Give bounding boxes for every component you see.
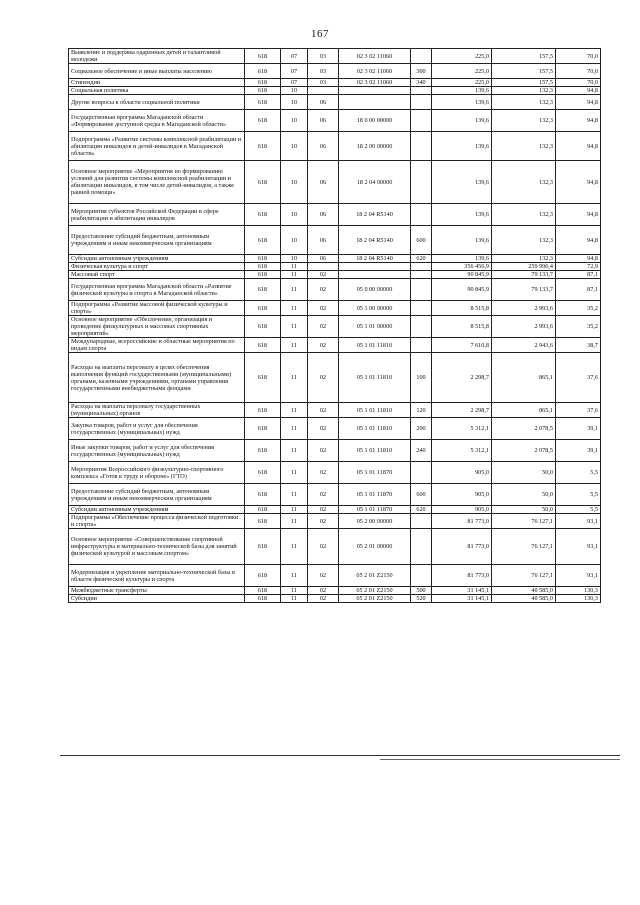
row-subsection-cell: 06 [308,95,339,110]
row-plan-cell: 225,0 [432,64,492,79]
table-row [69,255,601,263]
row-plan-cell: 139,6 [432,161,492,204]
row-plan-cell: 356 456,9 [432,263,492,271]
table-row [69,161,601,204]
row-name-cell: Подпрограмма «Развитие массовой физической культуры и спорта» [69,301,245,316]
row-subsection-cell: 06 [308,226,339,255]
row-subsection-cell: 02 [308,506,339,514]
table-row [69,418,601,440]
row-target-article-cell: 05 1 01 11870 [339,484,411,506]
table-row [69,565,601,587]
row-subsection-cell [308,263,339,271]
row-section-cell: 10 [281,132,308,161]
row-ved-cell: 618 [245,440,281,462]
row-actual-cell: 76 127,1 [492,529,556,565]
row-expense-type-cell [411,263,432,271]
row-target-article-cell: 18 2 04 R5140 [339,226,411,255]
row-expense-type-cell [411,338,432,353]
row-expense-type-cell: 340 [411,79,432,87]
row-subsection-cell: 02 [308,353,339,403]
row-subsection-cell: 02 [308,595,339,603]
row-actual-cell: 865,1 [492,353,556,403]
row-ved-cell: 618 [245,462,281,484]
row-percent-cell: 130,3 [556,595,601,603]
row-plan-cell: 2 298,7 [432,353,492,403]
row-name-cell: Субсидии автономным учреждениям [69,255,245,263]
row-actual-cell: 79 133,7 [492,279,556,301]
row-subsection-cell: 02 [308,301,339,316]
row-ved-cell: 618 [245,79,281,87]
row-ved-cell: 618 [245,403,281,418]
row-target-article-cell: 18 0 00 00000 [339,110,411,132]
row-expense-type-cell [411,49,432,64]
table-row [69,49,601,64]
row-subsection-cell: 03 [308,49,339,64]
row-percent-cell: 35,2 [556,316,601,338]
row-target-article-cell: 02 3 02 11060 [339,49,411,64]
row-percent-cell: 72,9 [556,263,601,271]
row-target-article-cell: 05 1 01 11870 [339,506,411,514]
row-percent-cell: 70,0 [556,49,601,64]
row-ved-cell: 618 [245,338,281,353]
row-subsection-cell: 06 [308,255,339,263]
row-subsection-cell: 02 [308,418,339,440]
row-section-cell: 11 [281,301,308,316]
row-name-cell: Государственная программа Магаданской области «Формирование доступной среды в Магаданской области» [69,110,245,132]
row-percent-cell: 94,8 [556,204,601,226]
row-plan-cell: 81 773,0 [432,565,492,587]
table-row [69,587,601,595]
row-plan-cell: 225,0 [432,79,492,87]
row-ved-cell: 618 [245,87,281,95]
row-section-cell: 10 [281,110,308,132]
row-expense-type-cell: 600 [411,226,432,255]
row-name-cell: Закупка товаров, работ и услуг для обеспечения государственных (муниципальных) нужд [69,418,245,440]
row-ved-cell: 618 [245,595,281,603]
row-ved-cell: 618 [245,226,281,255]
table-row [69,462,601,484]
row-name-cell: Иные закупки товаров, работ и услуг для обеспечения государственных (муниципальных) нужд [69,440,245,462]
row-actual-cell: 132,3 [492,110,556,132]
row-section-cell: 11 [281,418,308,440]
table-row [69,95,601,110]
row-target-article-cell [339,95,411,110]
row-plan-cell: 905,0 [432,506,492,514]
row-actual-cell: 76 127,1 [492,514,556,529]
row-ved-cell: 618 [245,255,281,263]
row-section-cell: 11 [281,279,308,301]
row-actual-cell: 132,3 [492,255,556,263]
row-plan-cell: 31 145,1 [432,587,492,595]
row-subsection-cell: 02 [308,403,339,418]
row-name-cell: Выявление и поддержка одаренных детей и талантливой молодежи [69,49,245,64]
row-subsection-cell: 03 [308,64,339,79]
row-ved-cell: 618 [245,301,281,316]
row-expense-type-cell: 600 [411,484,432,506]
row-target-article-cell: 18 2 04 R5140 [339,204,411,226]
row-target-article-cell [339,271,411,279]
row-actual-cell: 2 993,6 [492,316,556,338]
table-row [69,403,601,418]
row-plan-cell: 5 312,1 [432,418,492,440]
row-plan-cell: 8 515,8 [432,316,492,338]
table-row [69,338,601,353]
row-ved-cell: 618 [245,316,281,338]
row-plan-cell: 81 773,0 [432,529,492,565]
row-subsection-cell: 02 [308,462,339,484]
row-actual-cell: 2 993,6 [492,301,556,316]
row-actual-cell: 865,1 [492,403,556,418]
row-subsection-cell: 02 [308,279,339,301]
row-target-article-cell: 05 2 01 Z2150 [339,587,411,595]
row-expense-type-cell: 620 [411,255,432,263]
row-actual-cell: 50,0 [492,484,556,506]
row-plan-cell: 139,6 [432,110,492,132]
row-actual-cell: 132,3 [492,95,556,110]
row-actual-cell: 132,3 [492,161,556,204]
row-plan-cell: 90 845,9 [432,279,492,301]
row-expense-type-cell [411,132,432,161]
row-target-article-cell: 05 1 01 11810 [339,403,411,418]
row-percent-cell: 94,8 [556,226,601,255]
row-actual-cell: 157,5 [492,49,556,64]
row-target-article-cell: 05 1 01 11810 [339,338,411,353]
row-plan-cell: 139,6 [432,95,492,110]
row-expense-type-cell [411,514,432,529]
row-percent-cell: 93,1 [556,529,601,565]
row-name-cell: Межбюджетные трансферты [69,587,245,595]
row-section-cell: 07 [281,49,308,64]
budget-table-body [69,49,601,603]
row-percent-cell: 5,5 [556,484,601,506]
row-section-cell: 11 [281,263,308,271]
table-row [69,301,601,316]
table-row [69,87,601,95]
row-ved-cell: 618 [245,271,281,279]
row-name-cell: Государственная программа Магаданской области «Развитие физической культуры и спорта в Магаданской области» [69,279,245,301]
row-expense-type-cell: 240 [411,440,432,462]
table-row [69,353,601,403]
row-percent-cell: 35,2 [556,301,601,316]
row-target-article-cell: 05 2 01 Z2150 [339,595,411,603]
row-percent-cell: 5,5 [556,462,601,484]
row-subsection-cell: 02 [308,338,339,353]
table-row [69,279,601,301]
row-section-cell: 11 [281,514,308,529]
row-actual-cell: 76 127,1 [492,565,556,587]
row-percent-cell: 5,5 [556,506,601,514]
row-target-article-cell: 05 2 01 Z2150 [339,565,411,587]
row-name-cell: Предоставление субсидий бюджетным, автономным учреждениям и иным некоммерческим организациям [69,226,245,255]
row-percent-cell: 93,1 [556,565,601,587]
row-plan-cell: 7 610,8 [432,338,492,353]
row-name-cell: Основное мероприятие «Обеспечение, организация и проведение физкультурных и массовых спортивных мероприятий» [69,316,245,338]
budget-table [68,48,601,603]
table-row [69,64,601,79]
row-section-cell: 10 [281,161,308,204]
row-section-cell: 07 [281,79,308,87]
row-expense-type-cell: 120 [411,403,432,418]
row-subsection-cell: 02 [308,529,339,565]
row-plan-cell: 81 773,0 [432,514,492,529]
table-row [69,204,601,226]
row-percent-cell: 93,1 [556,514,601,529]
table-row [69,440,601,462]
row-section-cell: 11 [281,587,308,595]
row-actual-cell: 132,3 [492,132,556,161]
row-ved-cell: 618 [245,587,281,595]
row-percent-cell: 130,3 [556,587,601,595]
row-actual-cell: 50,0 [492,462,556,484]
row-expense-type-cell [411,271,432,279]
row-section-cell: 11 [281,271,308,279]
row-percent-cell: 38,7 [556,338,601,353]
row-percent-cell: 94,8 [556,255,601,263]
row-actual-cell: 157,5 [492,79,556,87]
row-name-cell: Мероприятия Всероссийского физкультурно-спортивного комплекса «Готов к труду и обороне» (ГТО) [69,462,245,484]
row-name-cell: Социальная политика [69,87,245,95]
row-section-cell: 11 [281,506,308,514]
row-subsection-cell: 02 [308,565,339,587]
row-target-article-cell: 05 1 01 11810 [339,418,411,440]
row-subsection-cell: 02 [308,440,339,462]
row-expense-type-cell [411,462,432,484]
row-ved-cell: 618 [245,418,281,440]
table-row [69,79,601,87]
row-actual-cell: 40 585,0 [492,595,556,603]
row-section-cell: 11 [281,529,308,565]
row-target-article-cell: 05 1 00 00000 [339,301,411,316]
row-target-article-cell: 02 3 02 11060 [339,79,411,87]
row-actual-cell: 79 133,7 [492,271,556,279]
row-target-article-cell: 05 1 01 11870 [339,462,411,484]
row-actual-cell: 2 943,6 [492,338,556,353]
row-expense-type-cell: 500 [411,587,432,595]
row-name-cell: Физическая культура и спорт [69,263,245,271]
row-actual-cell: 2 078,5 [492,418,556,440]
row-section-cell: 11 [281,484,308,506]
row-expense-type-cell [411,316,432,338]
row-target-article-cell: 18 2 00 00000 [339,132,411,161]
row-target-article-cell: 18 2 04 00000 [339,161,411,204]
row-plan-cell: 905,0 [432,462,492,484]
row-section-cell: 10 [281,226,308,255]
row-name-cell: Основное мероприятие «Мероприятия по формированию условий для развития системы комплексной реабилитации и абилитации инвалидов, в том числе детей-инвалидов, а также ранней помощи» [69,161,245,204]
row-target-article-cell [339,87,411,95]
row-ved-cell: 618 [245,263,281,271]
row-name-cell: Субсидии автономным учреждениям [69,506,245,514]
table-row [69,263,601,271]
page-bottom-rule [60,755,620,756]
row-name-cell: Массовый спорт [69,271,245,279]
row-section-cell: 07 [281,64,308,79]
row-expense-type-cell [411,204,432,226]
row-section-cell: 10 [281,255,308,263]
row-ved-cell: 618 [245,64,281,79]
row-subsection-cell: 02 [308,484,339,506]
row-actual-cell: 259 996,4 [492,263,556,271]
row-subsection-cell: 02 [308,514,339,529]
table-row [69,514,601,529]
row-plan-cell: 139,6 [432,87,492,95]
row-name-cell: Подпрограмма «Развитие системы комплексной реабилитации и абилитации инвалидов и детей-инвалидов в Магаданской области» [69,132,245,161]
row-ved-cell: 618 [245,514,281,529]
row-section-cell: 11 [281,353,308,403]
row-percent-cell: 94,8 [556,132,601,161]
row-percent-cell: 37,6 [556,353,601,403]
row-ved-cell: 618 [245,565,281,587]
row-ved-cell: 618 [245,529,281,565]
row-section-cell: 11 [281,338,308,353]
row-ved-cell: 618 [245,204,281,226]
row-ved-cell: 618 [245,132,281,161]
row-expense-type-cell [411,529,432,565]
row-expense-type-cell [411,87,432,95]
row-ved-cell: 618 [245,484,281,506]
row-percent-cell: 39,1 [556,440,601,462]
row-percent-cell: 94,8 [556,87,601,95]
row-subsection-cell: 06 [308,161,339,204]
row-expense-type-cell [411,110,432,132]
row-plan-cell: 139,6 [432,132,492,161]
row-ved-cell: 618 [245,49,281,64]
table-row [69,271,601,279]
row-section-cell: 10 [281,204,308,226]
row-actual-cell: 157,5 [492,64,556,79]
page-number: 167 [311,28,329,40]
row-percent-cell: 39,1 [556,418,601,440]
row-name-cell: Мероприятия субъектов Российской Федерации в сфере реабилитации и абилитации инвалидов [69,204,245,226]
row-name-cell: Расходы на выплаты персоналу в целях обеспечения выполнения функций государственными (муниципальными) органами, казенными учреждениями, органами управления государственными внебюджетными фондами [69,353,245,403]
row-target-article-cell: 05 0 00 00000 [339,279,411,301]
row-actual-cell: 2 078,5 [492,440,556,462]
row-plan-cell: 2 298,7 [432,403,492,418]
row-target-article-cell: 05 2 01 00000 [339,529,411,565]
row-name-cell: Расходы на выплаты персоналу государственных (муниципальных) органов [69,403,245,418]
row-name-cell: Другие вопросы в области социальной политики [69,95,245,110]
row-percent-cell: 87,1 [556,271,601,279]
row-section-cell: 11 [281,462,308,484]
row-percent-cell: 70,0 [556,64,601,79]
row-plan-cell: 5 312,1 [432,440,492,462]
row-percent-cell: 94,8 [556,161,601,204]
row-target-article-cell: 02 3 02 11060 [339,64,411,79]
row-subsection-cell: 06 [308,132,339,161]
row-target-article-cell: 05 1 01 11810 [339,440,411,462]
row-section-cell: 11 [281,403,308,418]
row-section-cell: 11 [281,440,308,462]
row-expense-type-cell [411,565,432,587]
row-name-cell: Модернизация и укрепление материально-технической базы в области физической культуры и спорта [69,565,245,587]
row-subsection-cell: 03 [308,79,339,87]
row-subsection-cell: 02 [308,271,339,279]
row-actual-cell: 40 585,0 [492,587,556,595]
row-expense-type-cell: 200 [411,418,432,440]
row-ved-cell: 618 [245,161,281,204]
row-target-article-cell: 05 1 01 11810 [339,353,411,403]
row-plan-cell: 139,6 [432,255,492,263]
row-target-article-cell: 18 2 04 R5140 [339,255,411,263]
row-subsection-cell: 06 [308,204,339,226]
table-row [69,226,601,255]
row-plan-cell: 139,6 [432,204,492,226]
row-subsection-cell: 06 [308,110,339,132]
row-expense-type-cell: 520 [411,595,432,603]
row-percent-cell: 37,6 [556,403,601,418]
table-row [69,506,601,514]
row-target-article-cell: 05 1 01 00000 [339,316,411,338]
row-name-cell: Предоставление субсидий бюджетным, автономным учреждениям и иным некоммерческим организациям [69,484,245,506]
row-section-cell: 10 [281,87,308,95]
row-target-article-cell: 05 2 00 00000 [339,514,411,529]
row-section-cell: 11 [281,565,308,587]
row-actual-cell: 132,3 [492,226,556,255]
row-plan-cell: 31 145,1 [432,595,492,603]
row-plan-cell: 139,6 [432,226,492,255]
row-ved-cell: 618 [245,353,281,403]
table-row [69,529,601,565]
row-percent-cell: 70,0 [556,79,601,87]
row-ved-cell: 618 [245,279,281,301]
table-row [69,110,601,132]
row-plan-cell: 225,0 [432,49,492,64]
row-expense-type-cell [411,161,432,204]
row-subsection-cell: 02 [308,316,339,338]
row-expense-type-cell: 100 [411,353,432,403]
row-target-article-cell [339,263,411,271]
table-row [69,484,601,506]
row-section-cell: 11 [281,316,308,338]
row-plan-cell: 905,0 [432,484,492,506]
table-row [69,316,601,338]
row-name-cell: Стипендии [69,79,245,87]
row-percent-cell: 87,1 [556,279,601,301]
row-expense-type-cell [411,279,432,301]
page-bottom-rule-thin [380,759,620,760]
table-row [69,595,601,603]
row-ved-cell: 618 [245,506,281,514]
row-expense-type-cell [411,301,432,316]
row-expense-type-cell: 300 [411,64,432,79]
row-name-cell: Основное мероприятие «Совершенствование спортивной инфраструктуры и материально-технической базы для занятий физической культурой и массовым спортом» [69,529,245,565]
row-section-cell: 10 [281,95,308,110]
row-subsection-cell: 02 [308,587,339,595]
row-actual-cell: 50,0 [492,506,556,514]
row-subsection-cell [308,87,339,95]
row-ved-cell: 618 [245,95,281,110]
row-actual-cell: 132,3 [492,204,556,226]
row-expense-type-cell: 620 [411,506,432,514]
row-actual-cell: 132,3 [492,87,556,95]
row-name-cell: Подпрограмма «Обеспечение процесса физической подготовки и спорта» [69,514,245,529]
row-expense-type-cell [411,95,432,110]
row-name-cell: Субсидии [69,595,245,603]
row-name-cell: Международные, всероссийские и областные мероприятия по видам спорта [69,338,245,353]
row-plan-cell: 8 515,8 [432,301,492,316]
table-row [69,132,601,161]
row-plan-cell: 90 845,9 [432,271,492,279]
row-section-cell: 11 [281,595,308,603]
row-ved-cell: 618 [245,110,281,132]
row-percent-cell: 94,8 [556,110,601,132]
row-percent-cell: 94,8 [556,95,601,110]
row-name-cell: Социальное обеспечение и иные выплаты населению [69,64,245,79]
